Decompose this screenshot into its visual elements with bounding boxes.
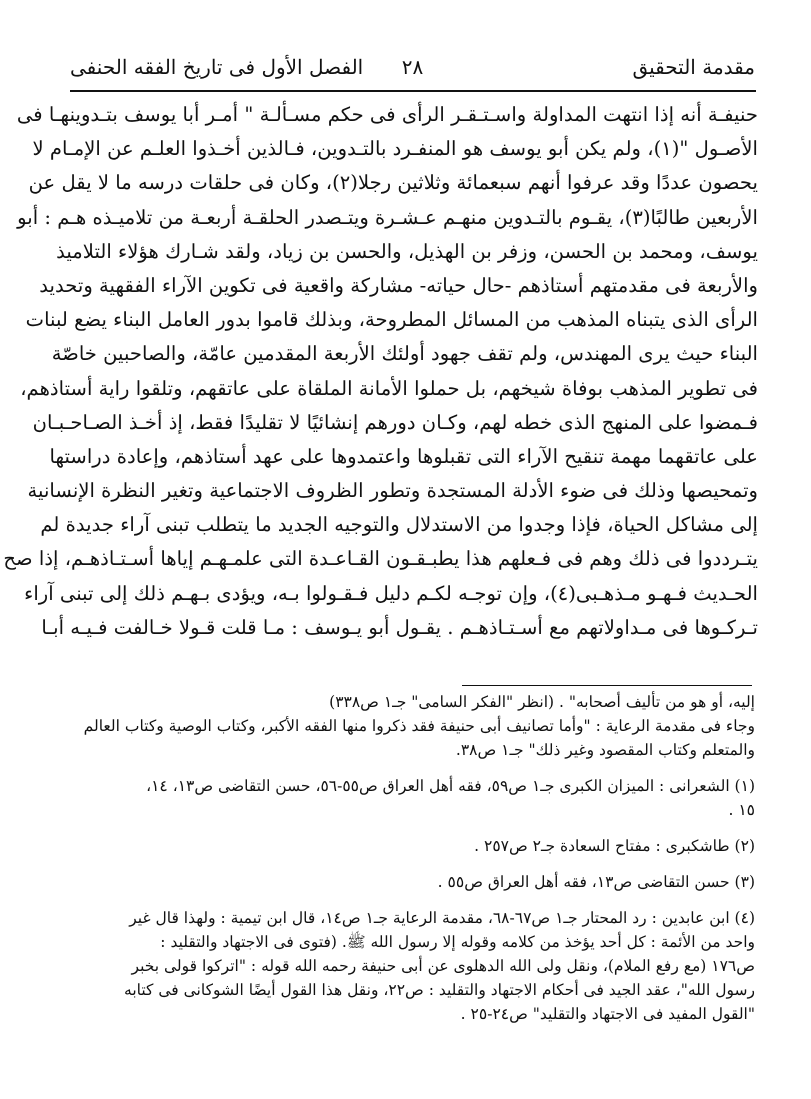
footnote-line: إليه، أو هو من تأليف أصحابه" . (انظر "الفكر السامى" جـ١ ص٣٣٨) [329,693,755,711]
footnote-gap [70,762,755,774]
body-line: يوسف، ومحمد بن الحسن، وزفر بن الهذيل، والحسن بن زياد، ولقد شـارك هؤلاء التلاميذ [56,239,758,263]
body-line: الحـديث فـهـو مـذهـبى(٤)، وإن توجـه لكـم دليل فـقـولوا بـه، ويؤدى بـهـم ذلك إلى تبنى آراء [24,581,758,605]
footnote-separator [462,685,752,686]
footnote-line: (٢) طاشكبرى : مفتاح السعادة جـ٢ ص٢٥٧ . [474,837,755,855]
footnote-gap [70,894,755,906]
chapter-title: الفصل الأول فى تاريخ الفقه الحنفى [70,55,364,79]
body-line: يتـرددوا فى ذلك وهم فى فـعلهم هذا يطبـقـون القـاعـدة التى علمـهـم إياها أسـتـاذهـم، إذا صح [3,547,758,571]
body-line: تـركـوها فى مـداولاتهم مع أسـتـاذهـم . يقـول أبو يـوسف : مـا قلت قـولا خـالفت فـيـه أبـا [41,615,758,639]
footnote-line: "القول المفيد فى الاجتهاد والتقليد" ص٢٤-٢٥ . [460,1005,755,1023]
body-line: إلى مشاكل الحياة، فإذا وجدوا من الاستدلال والتوجيه الجديد ما يتطلب تبنى آراء جديدة لم [40,513,758,537]
body-line: وتمحيصها وذلك فى ضوء الأدلة المستجدة وتطور الظروف الاجتماعية وتغير النظرة الإنسانية [27,479,758,503]
body-line: الرأى الذى يتبناه المذهب من المسائل المطروحة، وبذلك قاموا بدور العامل البناء يضع لبنات [25,308,758,332]
body-text [3,98,758,645]
body-line: على عاتقهما مهمة تنقيح الآراء التى تقبلوها واعتمدوها على عهد أستاذهم، وإعادة دراستها [49,444,758,468]
footnote-line: ١٥ . [728,801,755,819]
footnote-line: (٣) حسن التقاضى ص١٣، فقه أهل العراق ص٥٥ . [437,873,755,891]
body-line: فـمضوا على المنهج الذى خطه لهم، وكـان دورهم إنشائيًا لا تقليدًا فقط، إذ أخـذ الصـاحـبـان [32,410,758,434]
header-rule [70,90,756,92]
body-line: فى تطوير المذهب بوفاة شيخهم، بل حملوا الأمانة الملقاة على عاتقهم، وتلقوا راية أستاذهم، [20,376,758,400]
footnote-line: والمتعلم وكتاب المقصود وغير ذلك" جـ١ ص٣٨. [455,741,755,759]
chapter-intro-label: مقدمة التحقيق [632,55,755,79]
body-line: يحصون عددًا وقد عرفوا أنهم سبعمائة وثلاثين رجلا(٢)، وكان فى حلقات درسه ما لا يقل عن [28,171,758,195]
body-line: حنيفـة أنه إذا انتهت المداولة واسـتـقـر الرأى فى حكم مسـألـة " أمـر أبا يوسف بتـدوينهـا فى [16,103,758,126]
footnotes [70,690,755,1026]
body-line: والأربعة فى مقدمتهم أستاذهم -حال حياته- مشاركة واقعية فى تكوين الآراء الفقهية وتحديد [39,273,758,297]
body-line: الأصـول "(١)، ولم يكن أبو يوسف هو المنفـرد بالتـدوين، فـالذين أخـذوا العلـم عن الإمـام لا [32,137,758,161]
footnote-line: رسول الله"، عقد الجيد فى أحكام الاجتهاد والتقليد : ص٢٢، ونقل هذا القول أيضًا الشوكانى فى كتابه [124,981,755,999]
footnote-line: وجاء فى مقدمة الرعاية : "وأما تصانيف أبى حنيفة فقد ذكروا منها الفقه الأكبر، وكتاب الوصية وكتاب العالم [83,717,755,735]
footnote-line: (٤) ابن عابدين : رد المحتار جـ١ ص٦٧-٦٨، مقدمة الرعاية جـ١ ص١٤، قال ابن تيمية : ولهذا قال غير [129,909,755,927]
running-header [70,55,755,85]
page-number: ٢٨ [401,55,424,79]
footnote-line: واحد من الأئمة : كل أحد يؤخذ من كلامه وقوله إلا رسول الله ﷺ. (فتوى فى الاجتهاد والتقليد : [160,933,755,951]
body-line: البناء حيث يرى المهندس، ولم تقف جهود أولئك الأربعة المقدمين عامّة، والصاحبين خاصّة [51,342,758,366]
footnote-gap [70,858,755,870]
footnote-line: (١) الشعرانى : الميزان الكبرى جـ١ ص٥٩، فقه أهل العراق ص٥٥-٥٦، حسن التقاضى ص١٣، ١٤، [146,777,755,795]
footnote-line: ص١٧٦ (مع رفع الملام)، ونقل ولى الله الدهلوى عن أبى حنيفة رحمه الله قوله : "اتركوا قولى بخبر [131,957,755,975]
footnote-gap [70,822,755,834]
body-line: الأربعين طالبًا(٣)، يقـوم بالتـدوين منهـم عـشـرة ويتـصدر الحلقـة أربعـة من تلاميـذه هـم : أبو [17,205,758,229]
